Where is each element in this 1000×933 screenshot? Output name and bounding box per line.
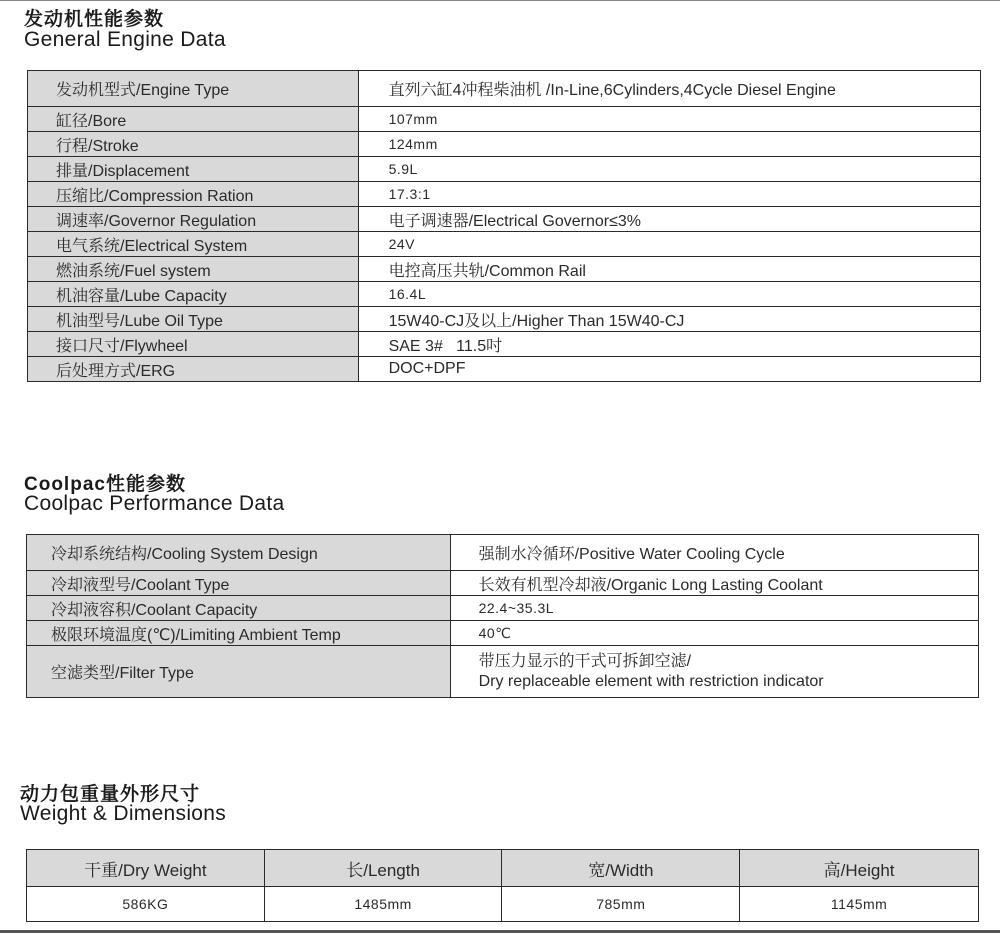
coolpac-section-title-en: Coolpac Performance Data (24, 492, 285, 515)
engine-data-table (27, 70, 981, 382)
table-row (28, 282, 981, 307)
compression-ratio-value: 17.3:1 (358, 182, 980, 207)
dry-weight-value: 586KG (27, 887, 265, 922)
fuel-system-label: 燃油系统/Fuel system (28, 257, 359, 282)
displacement-label: 排量/Displacement (28, 157, 359, 182)
table-row (28, 132, 981, 157)
table-row (28, 207, 981, 232)
top-border (0, 0, 1000, 1)
limiting-ambient-temp-value: 40℃ (450, 621, 978, 646)
filter-type-value (450, 646, 978, 698)
width-header: 宽/Width (502, 850, 740, 887)
table-row (28, 257, 981, 282)
aftertreatment-label: 后处理方式/ERG (28, 357, 359, 382)
electrical-system-value: 24V (358, 232, 980, 257)
table-row (28, 71, 981, 107)
table-header-row (27, 850, 979, 887)
dimensions-section-title-en: Weight & Dimensions (20, 802, 227, 825)
coolant-capacity-value: 22.4~35.3L (450, 596, 978, 621)
lube-oil-type-label: 机油型号/Lube Oil Type (28, 307, 359, 332)
dry-weight-header: 干重/Dry Weight (27, 850, 265, 887)
aftertreatment-value: DOC+DPF (358, 357, 980, 382)
bore-value: 107mm (358, 107, 980, 132)
engine-type-label: 发动机型式/Engine Type (28, 71, 359, 107)
table-row (28, 307, 981, 332)
table-row (27, 596, 979, 621)
bore-label: 缸径/Bore (28, 107, 359, 132)
coolant-type-value: 长效有机型冷却液/Organic Long Lasting Coolant (450, 571, 978, 596)
table-row (27, 535, 979, 571)
coolpac-data-table (26, 534, 979, 698)
lube-capacity-value: 16.4L (358, 282, 980, 307)
engine-type-value: 直列六缸4冲程柴油机 /In-Line,6Cylinders,4Cycle Diesel Engine (358, 71, 980, 107)
filter-type-value-line2: Dry replaceable element with restriction indicator (478, 672, 824, 690)
table-row (28, 332, 981, 357)
electrical-system-label: 电气系统/Electrical System (28, 232, 359, 257)
coolpac-section-title-cn: Coolpac性能参数 (24, 474, 186, 495)
cooling-system-design-label: 冷却系统结构/Cooling System Design (27, 535, 451, 571)
table-row (27, 887, 979, 922)
flywheel-label: 接口尺寸/Flywheel (28, 332, 359, 357)
engine-section-title-en: General Engine Data (24, 28, 226, 51)
cooling-system-design-value: 强制水冷循环/Positive Water Cooling Cycle (450, 535, 978, 571)
compression-ratio-label: 压缩比/Compression Ration (28, 182, 359, 207)
table-row (28, 107, 981, 132)
filter-type-value-line1: 带压力显示的干式可拆卸空滤/ (478, 652, 692, 670)
filter-type-label: 空滤类型/Filter Type (27, 646, 451, 698)
coolant-type-label: 冷却液型号/Coolant Type (27, 571, 451, 596)
engine-section-title-cn: 发动机性能参数 (24, 9, 165, 30)
dimensions-table (26, 849, 979, 922)
table-row (28, 157, 981, 182)
width-value: 785mm (502, 887, 740, 922)
limiting-ambient-temp-label: 极限环境温度(℃)/Limiting Ambient Temp (27, 621, 451, 646)
flywheel-value: SAE 3# 11.5吋 (358, 332, 980, 357)
lube-oil-type-value: 15W40-CJ及以上/Higher Than 15W40-CJ (358, 307, 980, 332)
height-header: 高/Height (740, 850, 979, 887)
stroke-value: 124mm (358, 132, 980, 157)
governor-regulation-value: 电子调速器/Electrical Governor≤3% (358, 207, 980, 232)
coolant-capacity-label: 冷却液容积/Coolant Capacity (27, 596, 451, 621)
length-header: 长/Length (264, 850, 502, 887)
lube-capacity-label: 机油容量/Lube Capacity (28, 282, 359, 307)
dimensions-section-title-cn: 动力包重量外形尺寸 (20, 784, 201, 805)
table-row (27, 571, 979, 596)
stroke-label: 行程/Stroke (28, 132, 359, 157)
table-row (27, 621, 979, 646)
displacement-value: 5.9L (358, 157, 980, 182)
table-row (27, 646, 979, 698)
fuel-system-value: 电控高压共轨/Common Rail (358, 257, 980, 282)
table-row (28, 232, 981, 257)
table-row (28, 182, 981, 207)
table-row (28, 357, 981, 382)
governor-regulation-label: 调速率/Governor Regulation (28, 207, 359, 232)
height-value: 1145mm (740, 887, 979, 922)
length-value: 1485mm (264, 887, 502, 922)
